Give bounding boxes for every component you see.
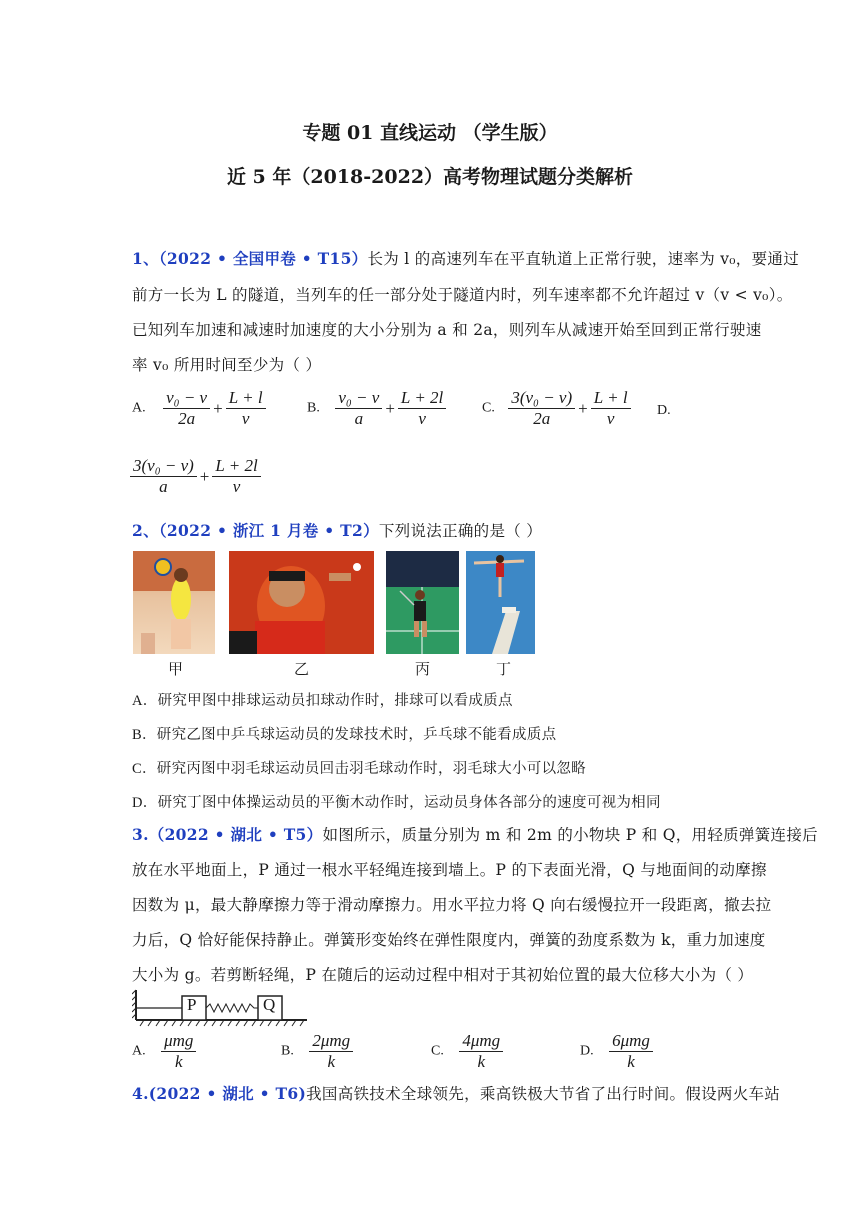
photo-badminton bbox=[386, 551, 459, 654]
photo-table-tennis bbox=[229, 551, 374, 654]
q1-d-frac1: $\frac{\text{3(v₀ − v)}}{a}$ bbox=[130, 456, 197, 497]
q1-option-b: B. $\frac{\text{v₀ − v}}{a}$ + $\frac{L + 2l}{v}$ bbox=[307, 388, 446, 429]
q3-line1 bbox=[132, 823, 818, 845]
q1-option-a: A. $\frac{\text{v₀ − v}}{2a}$ + $\frac{L + l}{v}$ bbox=[132, 388, 266, 429]
q1-line4: 率 v₀ 所用时间至少为（ ） bbox=[132, 356, 322, 374]
q3-c-frac: $\frac{\text{4μmg}}{k}$ bbox=[459, 1031, 503, 1072]
q3-option-b: B. $\frac{\text{2μmg}}{k}$ bbox=[281, 1031, 353, 1072]
q4-tag: 4.(2022 • 湖北 • T6) bbox=[132, 1084, 307, 1103]
q1-line1 bbox=[132, 247, 799, 269]
q3-line3: 因数为 μ，最大静摩擦力等于滑动摩擦力。用水平拉力将 Q 向右缓慢拉开一段距离，撤去拉 bbox=[132, 896, 772, 914]
q1-c-frac2: $\frac{L + l}{v}$ bbox=[591, 388, 631, 429]
q1-text1: 长为 l 的高速列车在平直轨道上正常行驶，速率为 v₀，要通过 bbox=[367, 250, 799, 268]
q1-option-d-label: D. bbox=[657, 403, 671, 418]
caption-bing: 丙 bbox=[415, 660, 431, 678]
q3-option-c: C. $\frac{\text{4μmg}}{k}$ bbox=[431, 1031, 503, 1072]
caption-jia: 甲 bbox=[168, 660, 184, 678]
q2-line1 bbox=[132, 519, 542, 541]
q3-tag: 3.（2022 • 湖北 • T5） bbox=[132, 825, 323, 844]
doc-subtitle: 近 5 年（2018-2022）高考物理试题分类解析 bbox=[226, 166, 634, 188]
q3-text1: 如图所示，质量分别为 m 和 2m 的小物块 P 和 Q，用轻质弹簧连接后 bbox=[322, 826, 818, 844]
q2-tag: 2、（2022 • 浙江 1 月卷 • T2） bbox=[132, 521, 379, 540]
q4-text1: 我国高铁技术全球领先，乘高铁极大节省了出行时间。假设两火车站 bbox=[306, 1085, 781, 1103]
photo-balance-beam bbox=[466, 551, 535, 654]
q4-line1 bbox=[132, 1082, 780, 1104]
q3-a-frac: $\frac{\text{μmg}}{k}$ bbox=[161, 1031, 196, 1072]
q3-option-d: D. $\frac{\text{6μmg}}{k}$ bbox=[580, 1031, 653, 1072]
q1-tag: 1、（2022 • 全国甲卷 • T15） bbox=[132, 249, 368, 268]
doc-title: 专题 01 直线运动 （学生版） bbox=[302, 122, 558, 144]
q1-a-frac1: $\frac{\text{v₀ − v}}{2a}$ bbox=[163, 388, 210, 429]
q1-option-d: $\frac{\text{3(v₀ − v)}}{a}$ + $\frac{L + 2l}{v}$ bbox=[130, 456, 261, 497]
q1-b-frac2: $\frac{L + 2l}{v}$ bbox=[398, 388, 446, 429]
q1-c-frac1: $\frac{\text{3(v₀ − v)}}{2a}$ bbox=[508, 388, 575, 429]
q3-b-frac: $\frac{\text{2μmg}}{k}$ bbox=[309, 1031, 353, 1072]
q3-d-frac: $\frac{\text{6μmg}}{k}$ bbox=[609, 1031, 653, 1072]
q1-option-c: C. $\frac{\text{3(v₀ − v)}}{2a}$ + $\frac{L + l}{v}$ bbox=[482, 388, 631, 429]
q3-line5: 大小为 g。若剪断轻绳，P 在随后的运动过程中相对于其初始位置的最大位移大小为（ ） bbox=[132, 966, 754, 984]
q1-line2: 前方一长为 L 的隧道，当列车的任一部分处于隧道内时，列车速率都不允许超过 v（v < v₀）。 bbox=[132, 286, 793, 304]
q2-stem: 下列说法正确的是（ ） bbox=[378, 522, 543, 540]
q1-a-frac2: $\frac{L + l}{v}$ bbox=[226, 388, 266, 429]
block-q-label: Q bbox=[263, 995, 276, 1014]
q2-option-b: B．研究乙图中乒乓球运动员的发球技术时，乒乓球不能看成质点 bbox=[132, 727, 557, 743]
q2-option-d: D．研究丁图中体操运动员的平衡木动作时，运动员身体各部分的速度可视为相同 bbox=[132, 795, 661, 811]
spring-diagram bbox=[132, 988, 312, 1028]
q3-line2: 放在水平地面上，P 通过一根水平轻绳连接到墙上。P 的下表面光滑，Q 与地面间的动摩擦 bbox=[132, 861, 767, 879]
q1-b-frac1: $\frac{\text{v₀ − v}}{a}$ bbox=[335, 388, 382, 429]
q1-d-frac2: $\frac{L + 2l}{v}$ bbox=[212, 456, 260, 497]
caption-yi: 乙 bbox=[294, 660, 310, 678]
spring-diagram-svg bbox=[132, 988, 312, 1028]
q3-line4: 力后，Q 恰好能保持静止。弹簧形变始终在弹性限度内，弹簧的劲度系数为 k，重力加速度 bbox=[132, 931, 766, 949]
q1-line3: 已知列车加速和减速时加速度的大小分别为 a 和 2a，则列车从减速开始至回到正常行驶速 bbox=[132, 321, 762, 339]
q2-option-c: C．研究丙图中羽毛球运动员回击羽毛球动作时，羽毛球大小可以忽略 bbox=[132, 761, 586, 777]
q2-option-a: A．研究甲图中排球运动员扣球动作时，排球可以看成质点 bbox=[132, 693, 513, 709]
photo-volleyball bbox=[133, 551, 215, 654]
caption-ding: 丁 bbox=[496, 660, 512, 678]
q3-option-a: A. $\frac{\text{μmg}}{k}$ bbox=[132, 1031, 196, 1072]
block-p-label: P bbox=[187, 995, 197, 1014]
